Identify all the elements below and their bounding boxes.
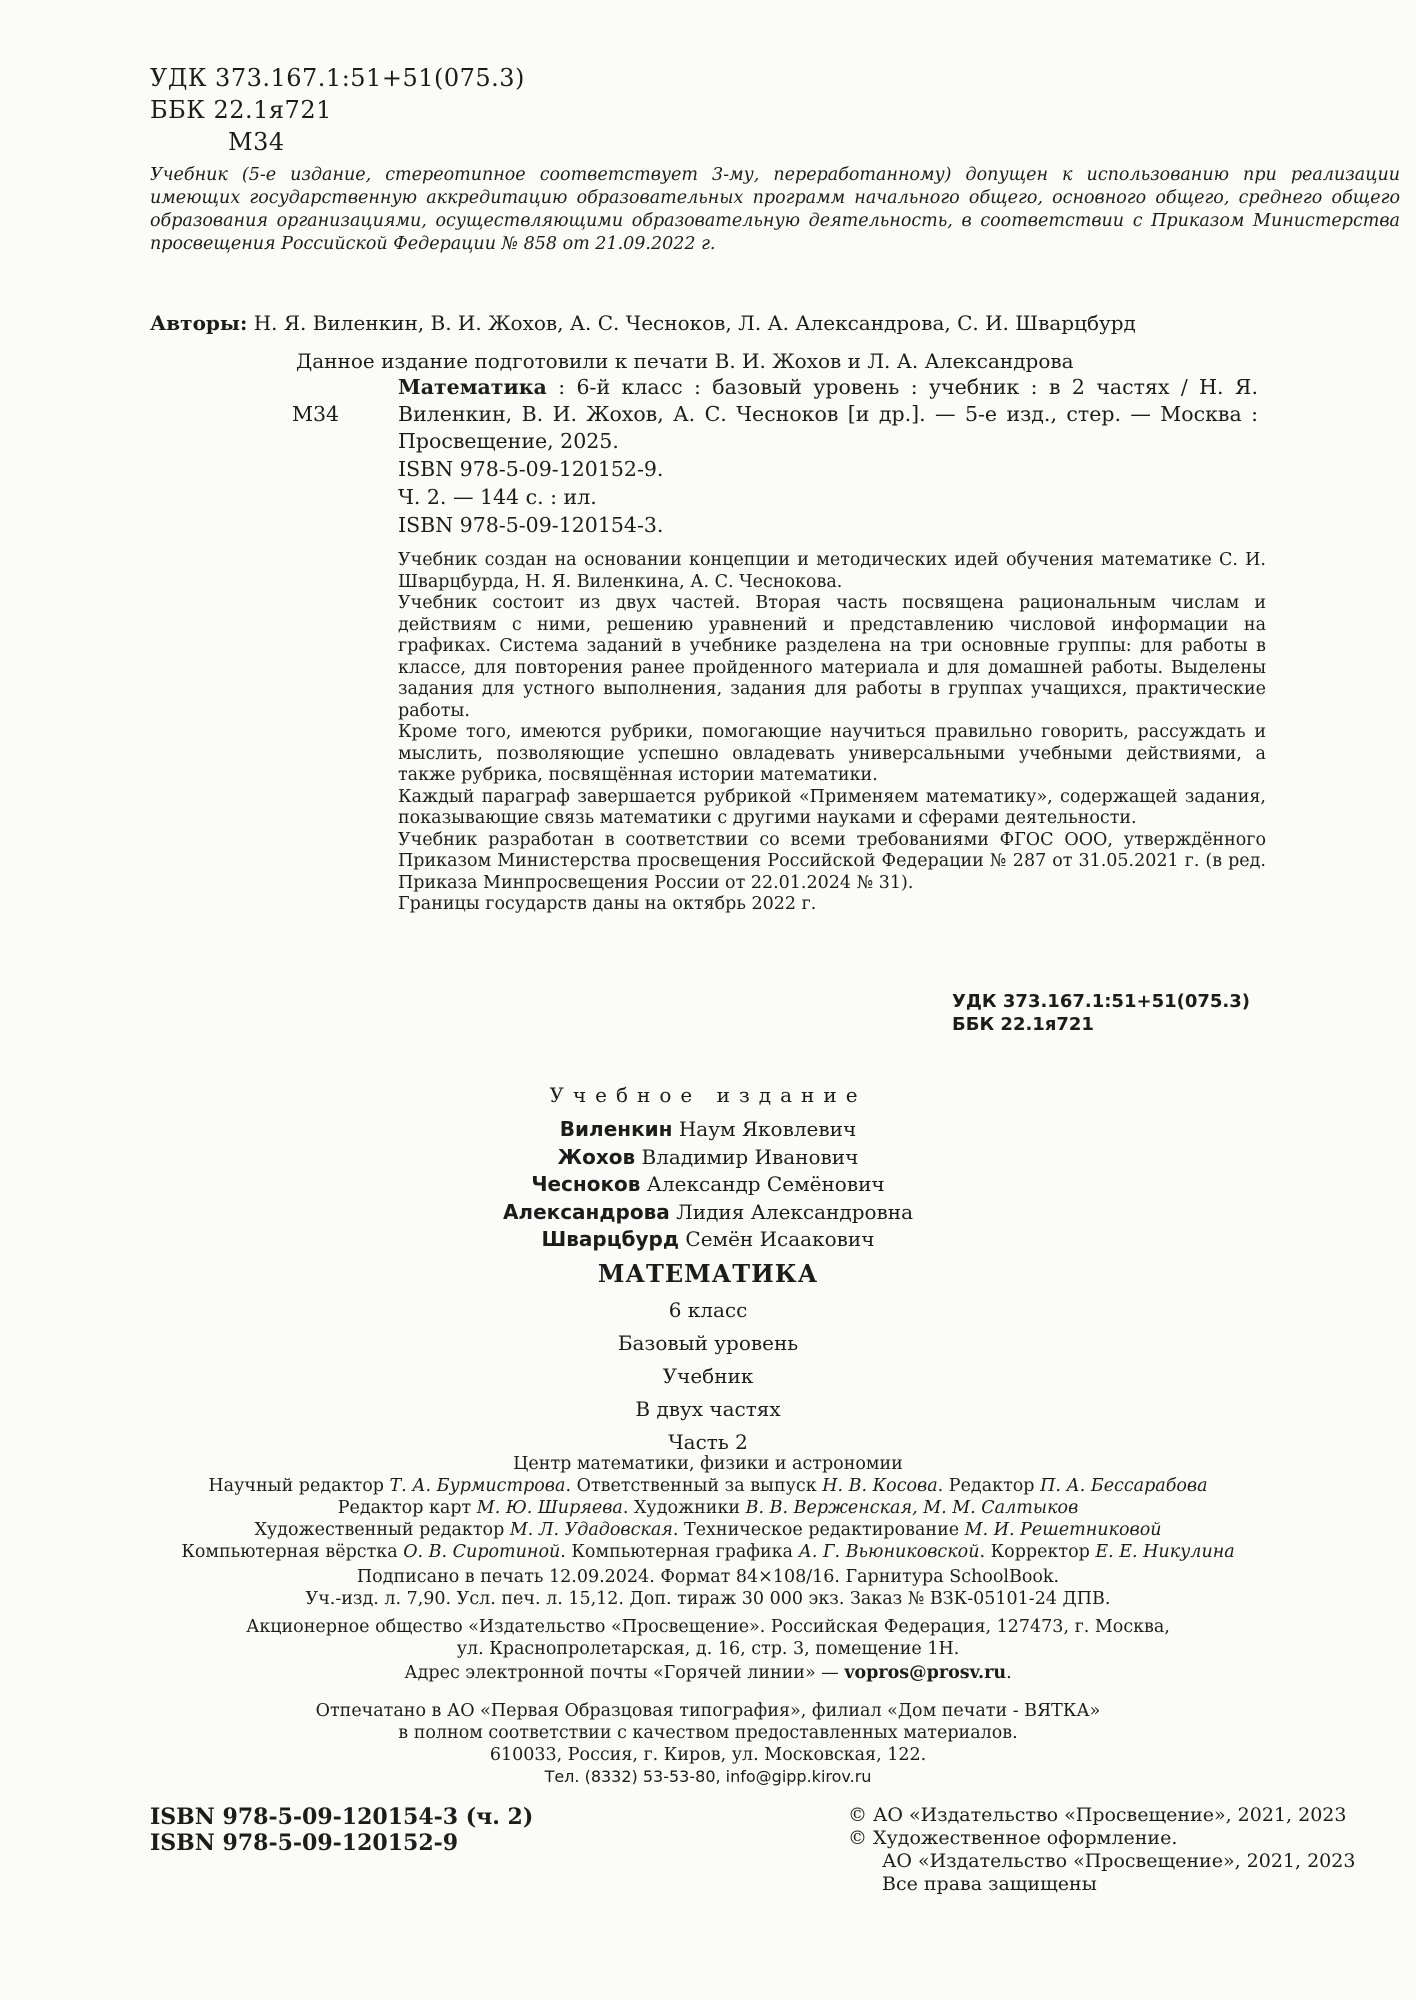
credits-line: Компьютерная вёрстка О. В. Сиротиной. Компьютерная графика А. Г. Вьюниковской. Корректор Е. Е. Никулина xyxy=(181,1542,1235,1562)
author-name: Чесноков Александр Семёнович xyxy=(531,1172,885,1196)
author-mark: М34 xyxy=(228,128,285,156)
book-kind: Учебник xyxy=(662,1364,754,1388)
author-name: Виленкин Наум Яковлевич xyxy=(559,1117,857,1141)
biblio-record xyxy=(398,374,1258,455)
book-parts: В двух частях xyxy=(635,1397,781,1421)
book-grade: 6 класс xyxy=(668,1298,748,1322)
author-name: Александрова Лидия Александровна xyxy=(502,1199,914,1224)
authors-names: Н. Я. Виленкин, В. И. Жохов, А. С. Чесноков, Л. А. Александрова, С. И. Шварцбурд xyxy=(247,311,1136,335)
approval-notice: Учебник (5-е издание, стереотипное соответствует 3-му, переработанному) допущен к использованию при реализации имеющих государственную аккредитацию образовательных программ начального общего, основного общего, среднего общего образования организациями, осуществляющими образовательную деятельность, в соответствии с Приказом Министерства просвещения Российской Федерации № 858 от 21.09.2022 г. xyxy=(150,165,1400,254)
credits-line: Редактор карт М. Ю. Ширяева. Художники В. В. Верженская, М. М. Салтыков xyxy=(337,1498,1079,1518)
printer-info: Отпечатано в АО «Первая Образцовая типография», филиал «Дом печати - ВЯТКА» в полном соответствии с качеством предоставленных материалов. 610033, Россия, г. Киров, ул. Московская, 122. Тел. (8332) 53-53-80, info@gipp.kirov.ru xyxy=(315,1701,1101,1786)
biblio-author-mark: М34 xyxy=(292,402,340,426)
author-name: Жохов Владимир Иванович xyxy=(557,1144,859,1169)
isbn-block xyxy=(150,1804,533,1856)
annotation-paragraph: Учебник разработан в соответствии со всеми требованиями ФГОС ООО, утверждённого Приказом Министерства просвещения Российской Федерации № 287 от 31.05.2021 г. (в ред. Приказа Минпросвещения России от 22.01.2024 № 31). xyxy=(398,829,1266,893)
biblio-part: Ч. 2. — 144 с. : ил. xyxy=(398,485,597,509)
email-link[interactable]: vopros@prosv.ru xyxy=(844,1663,1007,1683)
prepared-by: Данное издание подготовили к печати В. И. Жохов и Л. А. Александрова xyxy=(296,349,1074,373)
annotation-paragraph: Учебник состоит из двух частей. Вторая часть посвящена рациональным числам и действиям с ними, решению уравнений и представлению числовой информации на графиках. Система заданий в учебнике разделена на три основные группы: для работы в классе, для повторения ранее пройденного материала и для домашней работы. Выделены задания для устного выполнения, задания для работы в группах учащихся, практические работы. xyxy=(398,593,1266,721)
biblio-isbn-set: ISBN 978-5-09-120152-9. xyxy=(398,457,664,481)
udk-code-right: УДК 373.167.1:51+51(075.3) xyxy=(952,991,1251,1012)
annotation-paragraph: Границы государств даны на октябрь 2022 г. xyxy=(398,894,817,914)
annotation-paragraph: Кроме того, имеются рубрики, помогающие научиться правильно говорить, рассуждать и мыслить, позволяющие успешно овладевать универсальными учебными действиями, а также рубрика, посвящённая истории математики. xyxy=(398,722,1266,785)
annotation-paragraph: Учебник создан на основании концепции и методических идей обучения математике С. И. Шварцбурда, Н. Я. Виленкина, А. С. Чеснокова. xyxy=(398,550,1266,592)
annotation-paragraph: Каждый параграф завершается рубрикой «Применяем математику», содержащей задания, показывающие связь математики с другими науками и сферами деятельности. xyxy=(398,786,1266,828)
credits-line: Художественный редактор М. Л. Удадовская. Техническое редактирование М. И. Решетниковой xyxy=(254,1520,1162,1540)
isbn-part: ISBN 978-5-09-120154-3 (ч. 2) xyxy=(150,1804,534,1830)
editorial-credits xyxy=(0,1453,1416,1563)
publisher-address: Акционерное общество «Издательство «Просвещение». Российская Федерация, 127473, г. Москва, ул. Краснопролетарская, д. 16, стр. 3, помещение 1Н. xyxy=(246,1617,1170,1659)
bbk-code-right: ББК 22.1я721 xyxy=(952,1014,1094,1035)
authors-line xyxy=(150,310,1136,336)
biblio-title: Математика xyxy=(398,375,547,399)
udk-code: УДК 373.167.1:51+51(075.3) xyxy=(150,64,525,92)
bbk-code: ББК 22.1я721 xyxy=(150,96,332,124)
edition-type: Учебное издание xyxy=(549,1083,867,1107)
credits-line: Научный редактор Т. А. Бурмистрова. Ответственный за выпуск Н. В. Косова. Редактор П. А. Бессарабова xyxy=(208,1476,1208,1496)
book-part-number: Часть 2 xyxy=(668,1430,748,1454)
authors-label: Авторы: xyxy=(150,311,248,335)
annotation xyxy=(398,550,1266,916)
credits-center: Центр математики, физики и астрономии xyxy=(513,1454,903,1474)
biblio-isbn-part: ISBN 978-5-09-120154-3. xyxy=(398,513,664,537)
biblio-rest: : 6-й класс : базовый уровень : учебник : в 2 частях / Н. Я. Виленкин, В. И. Жохов, А. С. Чесноков [и др.]. — 5-е изд., стер. — Москва : Просвещение, 2025. xyxy=(398,375,1258,453)
hotline-email: Адрес электронной почты «Горячей линии» — vopros@prosv.ru. xyxy=(404,1663,1012,1683)
print-details: Подписано в печать 12.09.2024. Формат 84×108/16. Гарнитура SchoolBook. Уч.-изд. л. 7,90. Усл. печ. л. 15,12. Доп. тираж 30 000 экз. Заказ № ВЗК-05101-24 ДПВ. xyxy=(305,1567,1111,1609)
author-name: Шварцбурд Семён Исаакович xyxy=(541,1227,875,1251)
copyright-block: © АО «Издательство «Просвещение», 2021, 2023 © Художественное оформление. АО «Издательство «Просвещение», 2021, 2023 Все права защищены xyxy=(848,1804,1356,1895)
isbn-set: ISBN 978-5-09-120152-9 xyxy=(150,1830,459,1856)
author-full-names xyxy=(0,1116,1416,1254)
book-title: МАТЕМАТИКА xyxy=(597,1259,819,1288)
book-level: Базовый уровень xyxy=(617,1331,799,1355)
